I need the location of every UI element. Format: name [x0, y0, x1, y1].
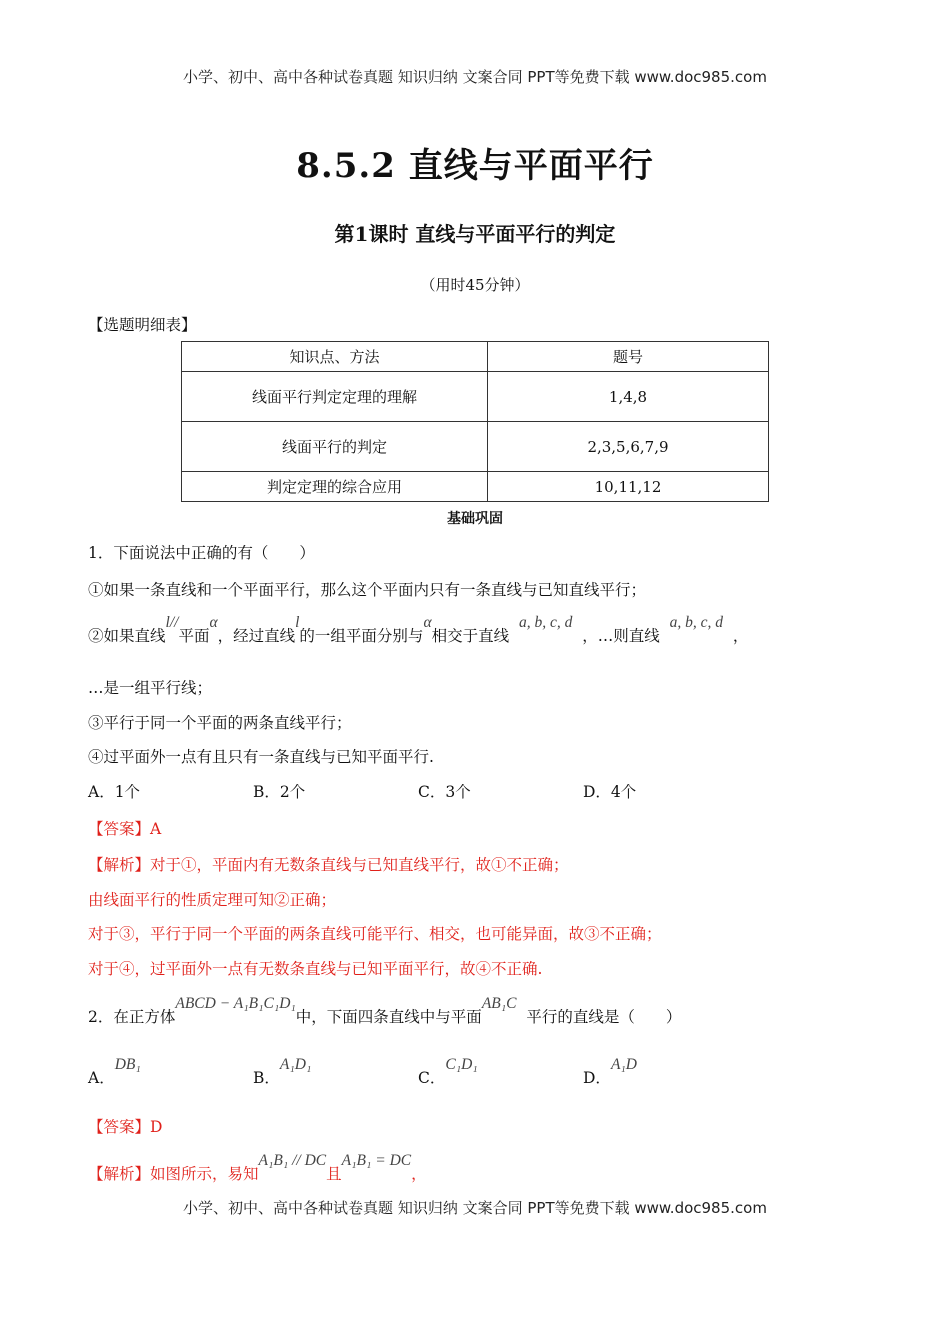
q2-answer: 【答案】D: [88, 1118, 163, 1136]
q2-analysis-math: A₁B₁ // DC: [258, 1152, 327, 1169]
q1-s2-math: l//: [165, 614, 179, 631]
q1-s2-text: ，经过直线: [217, 627, 296, 645]
q2-option-c: [418, 1056, 478, 1088]
q2-option-letter: B．: [253, 1069, 280, 1087]
table-label: 【选题明细表】: [88, 316, 197, 334]
q1-s2-text: 相交于直线: [431, 627, 510, 645]
q1-stem: 1．下面说法中正确的有（ ）: [88, 544, 315, 562]
q2-stem-text: 平行的直线是（ ）: [526, 1008, 682, 1026]
q2-analysis-text: 且: [326, 1165, 342, 1183]
q1-s2-math: α: [423, 614, 432, 631]
lesson-subtitle: 第1课时 直线与平面平行的判定: [334, 222, 616, 246]
q2-stem-text: 2．在正方体: [88, 1008, 176, 1026]
page-header: 小学、初中、高中各种试卷真题 知识归纳 文案合同 PPT等免费下载 www.doc985.com: [183, 68, 767, 86]
q1-s2-text: 的一组平面分别与: [299, 627, 424, 645]
q1-s2-math: a, b, c, d: [669, 614, 723, 631]
q1-s2-text: ②如果直线: [88, 627, 166, 645]
q2-analysis-text: ，: [411, 1165, 427, 1183]
q1-s2-math: α: [209, 614, 218, 631]
table-header: 题号: [488, 342, 769, 372]
q1-option-d: D．4个: [583, 783, 637, 801]
q2-stem-math: ABCD − A₁B₁C₁D₁: [175, 995, 296, 1012]
q2-option-math: DB₁: [114, 1056, 141, 1073]
q1-s2-text: ，: [732, 627, 749, 645]
q2-option-letter: A．: [88, 1069, 115, 1087]
section-heading: 基础巩固: [447, 511, 503, 527]
q1-statement-2: [88, 614, 749, 646]
q2-option-letter: C．: [418, 1069, 446, 1087]
q2-analysis-math: A₁B₁ = DC: [341, 1152, 412, 1169]
q1-statement-3: ③平行于同一个平面的两条直线平行；: [88, 714, 352, 732]
table-cell: 线面平行的判定: [182, 422, 488, 472]
q2-option-math: A₁D₁: [279, 1056, 312, 1073]
table-cell: 10,11,12: [488, 472, 769, 502]
q1-statement-4: ④过平面外一点有且只有一条直线与已知平面平行.: [88, 748, 434, 766]
q1-statement-2-cont: …是一组平行线；: [88, 679, 213, 697]
q1-option-b: B．2个: [253, 783, 306, 801]
q2-analysis-text: 【解析】如图所示，易知: [88, 1165, 259, 1183]
q2-option-math: C₁D₁: [445, 1056, 478, 1073]
time-note: （用时45分钟）: [420, 276, 530, 294]
table-header: 知识点、方法: [182, 342, 488, 372]
q1-statement-1: ①如果一条直线和一个平面平行，那么这个平面内只有一条直线与已知直线平行；: [88, 581, 647, 599]
q2-analysis: [88, 1152, 427, 1184]
q1-s2-text: ，…则直线: [582, 627, 660, 645]
q2-stem: [88, 995, 682, 1027]
q1-s2-math: a, b, c, d: [518, 614, 573, 631]
q2-stem-math: AB₁C: [481, 995, 517, 1012]
q2-stem-text: 中，下面四条直线中与平面: [295, 1008, 482, 1026]
q1-s2-math: l: [295, 614, 300, 631]
table-row: [182, 472, 769, 502]
table-cell: 线面平行判定定理的理解: [182, 372, 488, 422]
table-cell: 2,3,5,6,7,9: [488, 422, 769, 472]
table-header-row: [182, 342, 769, 372]
q1-option-c: C．3个: [418, 783, 471, 801]
q2-option-letter: D．: [583, 1069, 611, 1087]
page-footer: 小学、初中、高中各种试卷真题 知识归纳 文案合同 PPT等免费下载 www.doc985.com: [183, 1199, 767, 1217]
q1-analysis-line: 【解析】对于①，平面内有无数条直线与已知直线平行，故①不正确；: [88, 856, 569, 874]
q1-analysis-line: 由线面平行的性质定理可知②正确；: [88, 891, 337, 909]
q2-option-d: [583, 1056, 637, 1088]
q2-option-a: [88, 1056, 141, 1088]
q1-option-a: A．1个: [88, 783, 141, 801]
table-row: [182, 372, 769, 422]
selection-table: [181, 341, 769, 502]
page-title: 8.5.2 直线与平面平行: [296, 146, 654, 186]
table-cell: 判定定理的综合应用: [182, 472, 488, 502]
table-cell: 1,4,8: [488, 372, 769, 422]
q2-option-b: [253, 1056, 312, 1088]
q1-analysis-line: 对于③，平行于同一个平面的两条直线可能平行、相交，也可能异面，故③不正确；: [88, 925, 662, 943]
table-row: [182, 422, 769, 472]
q1-s2-text: 平面: [178, 627, 210, 645]
q1-answer: 【答案】A: [88, 820, 162, 838]
q1-analysis-line: 对于④，过平面外一点有无数条直线与已知平面平行，故④不正确.: [88, 960, 543, 978]
q2-option-math: A₁D: [610, 1056, 637, 1073]
